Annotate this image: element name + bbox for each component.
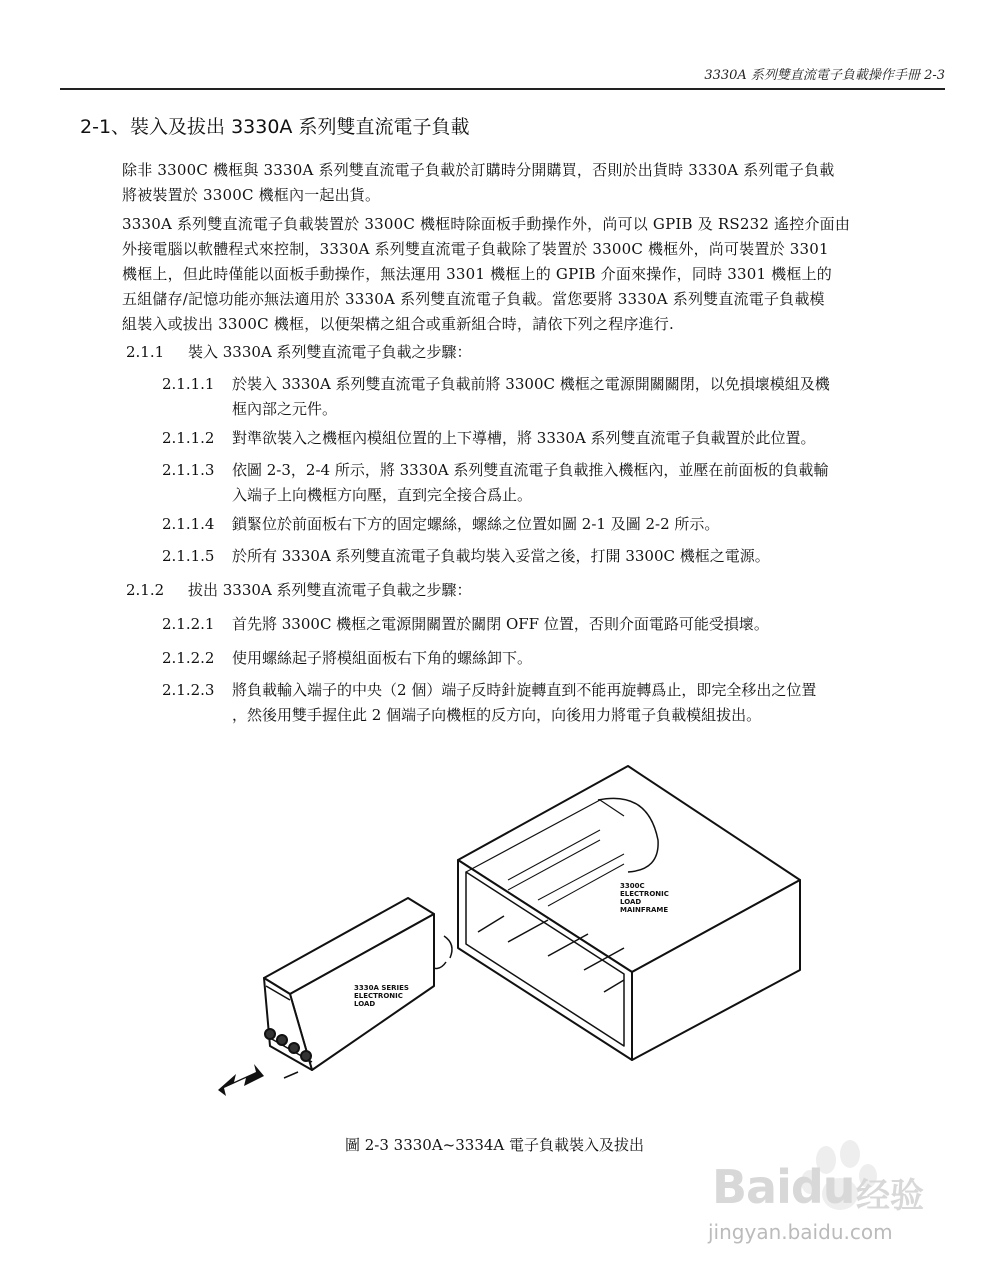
step-text-continued: 入端子上向機框方向壓，直到完全接合爲止。 — [232, 486, 533, 504]
step-2-1-2 — [126, 578, 472, 603]
step-2-1-1-1 — [162, 372, 948, 422]
step-text: 裝入 3330A 系列雙直流電子負載之步驟： — [188, 343, 472, 361]
step-number: 2.1.2.3 — [162, 681, 215, 699]
step-number: 2.1.1.5 — [162, 547, 215, 565]
paragraph-line: 機框上，但此時僅能以面板手動操作，無法運用 3301 機框上的 GPIB 介面來操作，同時 3301 機框上的 — [122, 265, 832, 283]
step-text: 鎖緊位於前面板右下方的固定螺絲，螺絲之位置如圖 2-1 及圖 2-2 所示。 — [232, 515, 720, 533]
step-text: 於所有 3330A 系列雙直流電子負載均裝入妥當之後，打開 3300C 機框之電源。 — [232, 547, 770, 565]
step-text: 拔出 3330A 系列雙直流電子負載之步驟： — [188, 581, 472, 599]
watermark-url: jingyan.baidu.com — [708, 1220, 893, 1244]
paragraph-1 — [122, 158, 948, 208]
module-label: 3330A SERIES ELECTRONIC LOAD — [354, 984, 409, 1008]
watermark-brand-part: du — [790, 1160, 855, 1214]
paragraph-2 — [122, 212, 948, 337]
paragraph-line: 將被裝置於 3300C 機框內一起出貨。 — [122, 186, 381, 204]
step-number: 2.1.2.2 — [162, 649, 215, 667]
mainframe-label: 3300C ELECTRONIC LOAD MAINFRAME — [620, 882, 669, 914]
running-header: 3330A 系列雙直流電子負載操作手冊 2-3 — [704, 68, 945, 83]
paragraph-line: 組裝入或拔出 3300C 機框，以便架構之組合或重新組合時，請依下列之程序進行. — [122, 315, 674, 333]
paragraph-line: 五組儲存/記憶功能亦無法適用於 3330A 系列雙直流電子負載。當您要將 3330A 系列雙直流電子負載模 — [122, 290, 825, 308]
watermark-brand — [712, 1160, 855, 1214]
step-text: 將負載輸入端子的中央（2 個）端子反時針旋轉直到不能再旋轉爲止，即完全移出之位置 — [232, 681, 817, 699]
watermark-brand-part: Bai — [712, 1160, 791, 1214]
step-2-1-1-3 — [162, 458, 948, 508]
figure-caption: 圖 2-3 3330A~3334A 電子負載裝入及拔出 — [344, 1136, 645, 1154]
step-2-1-2-1 — [162, 612, 948, 637]
step-text: 使用螺絲起子將模組面板右下角的螺絲卸下。 — [232, 649, 533, 667]
paragraph-line: 外接電腦以軟體程式來控制，3330A 系列雙直流電子負載除了裝置於 3300C 機框外，尚可裝置於 3301 — [122, 240, 829, 258]
header-rule — [60, 88, 945, 90]
paragraph-line: 除非 3300C 機框與 3330A 系列雙直流電子負載於訂購時分開購買，否則於出貨時 3330A 系列電子負載 — [122, 161, 835, 179]
step-2-1-1-4 — [162, 512, 948, 537]
watermark-cn: 经验 — [856, 1176, 924, 1216]
step-text: 依圖 2-3，2-4 所示，將 3330A 系列雙直流電子負載推入機框內，並壓在前面板的負載輸 — [232, 461, 829, 479]
step-number: 2.1.2.1 — [162, 615, 215, 633]
step-text: 對準欲裝入之機框內模組位置的上下導槽，將 3330A 系列雙直流電子負載置於此位置。 — [232, 429, 816, 447]
double-arrow-icon — [218, 1064, 264, 1096]
step-text: 首先將 3300C 機框之電源開關置於關閉 OFF 位置，否則介面電路可能受損壞。 — [232, 615, 769, 633]
step-2-1-2-2 — [162, 646, 948, 671]
step-number: 2.1.1.1 — [162, 375, 215, 393]
installation-figure — [208, 760, 808, 1100]
step-number: 2.1.1.3 — [162, 461, 215, 479]
step-2-1-2-3 — [162, 678, 948, 728]
step-number: 2.1.2 — [126, 581, 165, 599]
step-text: 於裝入 3330A 系列雙直流電子負載前將 3300C 機框之電源開關關閉，以免損壞模組及機 — [232, 375, 830, 393]
step-text-continued: 框內部之元件。 — [232, 400, 338, 418]
step-2-1-1-2 — [162, 426, 948, 451]
step-text-continued: ，然後用雙手握住此 2 個端子向機框的反方向，向後用力將電子負載模組拔出。 — [232, 706, 762, 724]
paragraph-line: 3330A 系列雙直流電子負載裝置於 3300C 機框時除面板手動操作外，尚可以 GPIB 及 RS232 遙控介面由 — [122, 215, 851, 233]
section-title: 2-1、裝入及拔出 3330A 系列雙直流電子負載 — [80, 116, 470, 138]
step-number: 2.1.1 — [126, 343, 165, 361]
step-number: 2.1.1.2 — [162, 429, 215, 447]
step-2-1-1-5 — [162, 544, 948, 569]
step-number: 2.1.1.4 — [162, 515, 215, 533]
step-2-1-1 — [126, 340, 472, 365]
